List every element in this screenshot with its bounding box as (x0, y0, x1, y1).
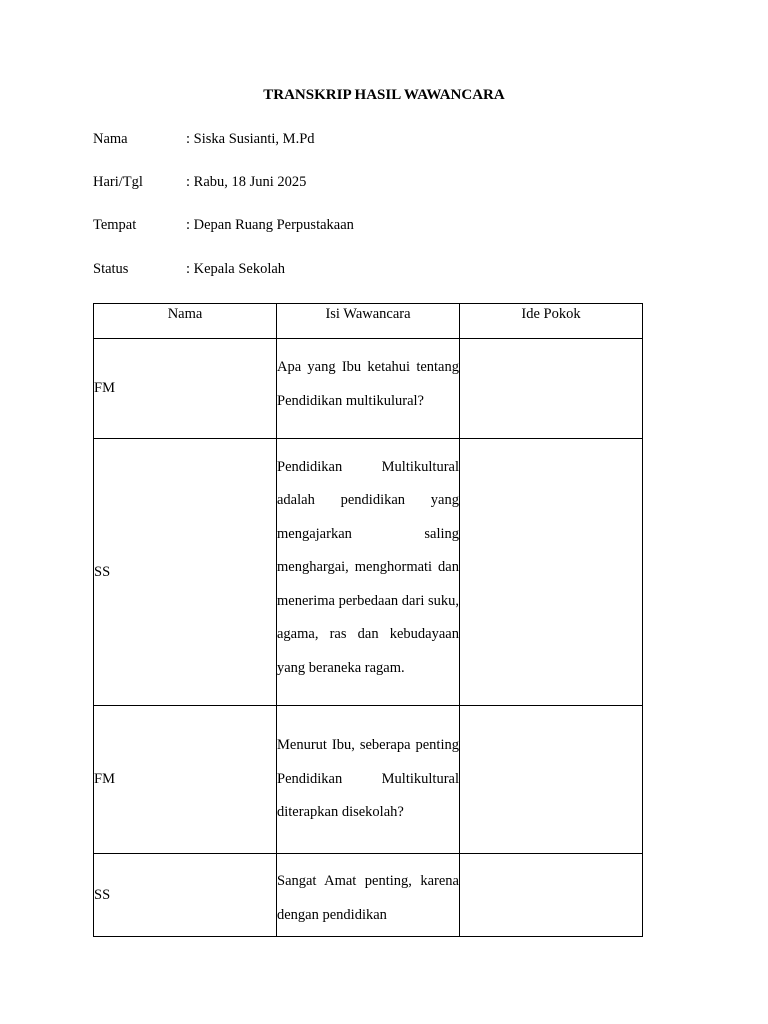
interview-table (93, 303, 643, 937)
meta-value-nama: : Siska Susianti, M.Pd (186, 131, 315, 147)
table-header-row (94, 304, 643, 339)
table-row (94, 339, 643, 439)
cell-isi-wawancara (277, 706, 460, 854)
meta-label-tempat: Tempat (93, 217, 137, 233)
page-title: TRANSKRIP HASIL WAWANCARA (263, 87, 505, 103)
meta-label-status: Status (93, 261, 129, 277)
meta-label-hari-tgl: Hari/Tgl (93, 174, 143, 190)
cell-speaker: FM (94, 339, 277, 439)
meta-label-nama: Nama (93, 131, 128, 147)
meta-value-hari-tgl: : Rabu, 18 Juni 2025 (186, 174, 307, 190)
cell-speaker: SS (94, 854, 277, 937)
cell-ide-pokok (460, 439, 643, 706)
cell-ide-pokok (460, 706, 643, 854)
meta-value-status: : Kepala Sekolah (186, 261, 286, 277)
interview-text: Menurut Ibu, seberapa penting Pendidikan Multikultural diterapkan disekolah? (277, 737, 459, 821)
cell-speaker: FM (94, 706, 277, 854)
cell-isi-wawancara (277, 439, 460, 706)
header-nama: Nama (94, 304, 277, 339)
cell-isi-wawancara (277, 854, 460, 937)
interview-text: Sangat Amat penting, karena dengan pendidikan (277, 873, 459, 923)
meta-value-tempat: : Depan Ruang Perpustakaan (186, 217, 354, 233)
header-ide-pokok: Ide Pokok (460, 304, 643, 339)
table-row (94, 439, 643, 706)
table-row (94, 854, 643, 937)
cell-ide-pokok (460, 854, 643, 937)
table-row (94, 706, 643, 854)
cell-isi-wawancara (277, 339, 460, 439)
cell-ide-pokok (460, 339, 643, 439)
cell-speaker: SS (94, 439, 277, 706)
interview-text: Pendidikan Multikultural adalah pendidikan yang mengajarkan saling menghargai, menghormati dan menerima perbedaan dari suku, agama, ras dan kebudayaan yang beraneka ragam. (277, 458, 459, 676)
header-isi-wawancara: Isi Wawancara (277, 304, 460, 339)
interview-text: Apa yang Ibu ketahui tentang Pendidikan multikulural? (277, 359, 459, 409)
